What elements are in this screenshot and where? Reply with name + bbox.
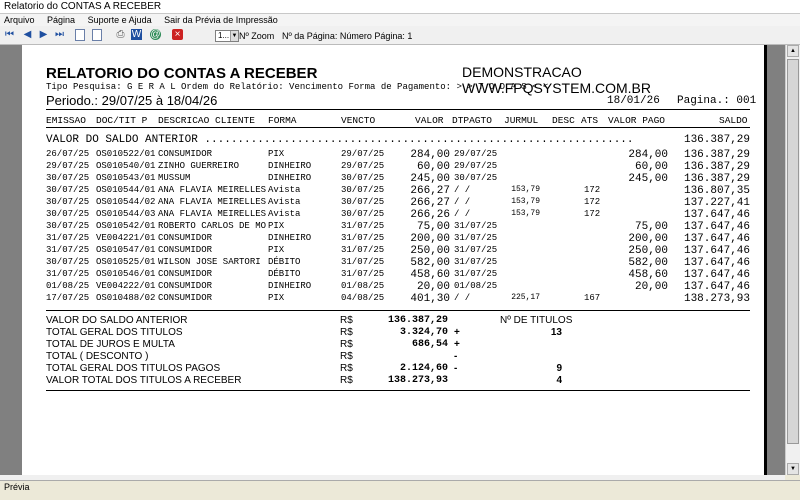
cell-forma: Avista bbox=[268, 185, 301, 195]
cell-cliente: CONSUMIDOR bbox=[158, 293, 213, 303]
total-cur: R$ bbox=[340, 375, 353, 386]
cell-saldo: 137.647,46 bbox=[683, 233, 750, 245]
total-value: 686,54 bbox=[411, 339, 448, 350]
cell-saldo: 137.647,46 bbox=[683, 281, 750, 293]
cell-cliente: ANA FLAVIA MEIRELLES bbox=[158, 197, 267, 207]
cell-doc: VE004221/01 bbox=[96, 233, 156, 243]
cell-vencto: 01/08/25 bbox=[341, 281, 385, 291]
cell-saldo: 136.387,29 bbox=[683, 161, 750, 173]
col-forma: FORMA bbox=[268, 115, 297, 126]
total-label: TOTAL GERAL DOS TITULOS bbox=[46, 327, 183, 338]
cell-pago: 60,00 bbox=[634, 161, 668, 173]
cell-forma: DINHEIRO bbox=[268, 173, 312, 183]
cell-vencto: 29/07/25 bbox=[341, 149, 385, 159]
single-page-icon[interactable] bbox=[75, 29, 85, 41]
status-text: Prévia bbox=[4, 482, 30, 492]
cell-jurmul: 153,79 bbox=[511, 197, 540, 206]
cell-vencto: 30/07/25 bbox=[341, 209, 385, 219]
cell-vencto: 31/07/25 bbox=[341, 221, 385, 231]
total-sign: - bbox=[454, 363, 458, 374]
cell-cliente: CONSUMIDOR bbox=[158, 233, 213, 243]
table-row bbox=[22, 257, 767, 269]
cell-cliente: CONSUMIDOR bbox=[158, 149, 213, 159]
cell-pago: 284,00 bbox=[628, 149, 668, 161]
report-title: RELATORIO DO CONTAS A RECEBER bbox=[46, 65, 318, 82]
cell-forma: PIX bbox=[268, 149, 285, 159]
total-value: 2.124,60 bbox=[399, 363, 448, 374]
cell-valor: 60,00 bbox=[416, 161, 450, 173]
cell-valor: 200,00 bbox=[410, 233, 450, 245]
cell-dtpagto: 29/07/25 bbox=[454, 149, 498, 159]
cell-vencto: 31/07/25 bbox=[341, 233, 385, 243]
cell-emissao: 30/07/25 bbox=[46, 209, 90, 219]
cell-dtpagto: 31/07/25 bbox=[454, 257, 498, 267]
print-icon[interactable]: ⎙ bbox=[116, 29, 125, 40]
table-row bbox=[22, 149, 767, 161]
previous-balance-value: 136.387,29 bbox=[683, 134, 750, 146]
cell-pago: 75,00 bbox=[634, 221, 668, 233]
cell-valor: 75,00 bbox=[416, 221, 450, 233]
col-saldo: SALDO bbox=[719, 115, 748, 126]
table-row bbox=[22, 197, 767, 209]
cell-jurmul: 153,79 bbox=[511, 209, 540, 218]
cell-valor: 245,00 bbox=[410, 173, 450, 185]
divider bbox=[46, 109, 750, 110]
word-export-icon[interactable]: W bbox=[131, 29, 142, 40]
cell-dtpagto: 31/07/25 bbox=[454, 221, 498, 231]
cell-emissao: 31/07/25 bbox=[46, 245, 90, 255]
cell-vencto: 30/07/25 bbox=[341, 185, 385, 195]
cell-jurmul: 225,17 bbox=[511, 293, 540, 302]
previous-balance-row bbox=[22, 134, 767, 146]
col-emissao: EMISSAO bbox=[46, 115, 86, 126]
total-extra-value: 4 bbox=[556, 375, 562, 386]
menu-arquivo[interactable]: Arquivo bbox=[4, 15, 35, 25]
divider bbox=[46, 127, 750, 128]
cell-cliente: CONSUMIDOR bbox=[158, 281, 213, 291]
cell-ats: 172 bbox=[584, 185, 601, 195]
status-bar bbox=[0, 480, 800, 500]
cell-dtpagto: 01/08/25 bbox=[454, 281, 498, 291]
col-valor: VALOR bbox=[415, 115, 444, 126]
cell-ats: 172 bbox=[584, 197, 601, 207]
total-cur: R$ bbox=[340, 339, 353, 350]
total-sign: + bbox=[454, 339, 460, 350]
cell-pago: 582,00 bbox=[628, 257, 668, 269]
cell-cliente: MUSSUM bbox=[158, 173, 191, 183]
previous-balance-label: VALOR DO SALDO ANTERIOR ................................................................. bbox=[46, 134, 634, 146]
cell-vencto: 31/07/25 bbox=[341, 245, 385, 255]
scroll-up-icon[interactable]: ▲ bbox=[787, 45, 799, 57]
total-value: 3.324,70 bbox=[399, 327, 448, 338]
cell-forma: Avista bbox=[268, 209, 301, 219]
cell-emissao: 01/08/25 bbox=[46, 281, 90, 291]
cell-valor: 458,60 bbox=[410, 269, 450, 281]
cell-saldo: 137.647,46 bbox=[683, 209, 750, 221]
cell-doc: OS010544/01 bbox=[96, 185, 156, 195]
total-extra-value: 13 bbox=[550, 327, 562, 338]
cell-dtpagto: 31/07/25 bbox=[454, 245, 498, 255]
cell-valor: 250,00 bbox=[410, 245, 450, 257]
cell-cliente: ANA FLAVIA MEIRELLES bbox=[158, 209, 267, 219]
cell-saldo: 137.647,46 bbox=[683, 221, 750, 233]
cell-emissao: 30/07/25 bbox=[46, 257, 90, 267]
total-row bbox=[22, 351, 767, 363]
cell-ats: 167 bbox=[584, 293, 601, 303]
total-row bbox=[22, 315, 767, 327]
report-date: 18/01/26 bbox=[607, 95, 660, 107]
total-row bbox=[22, 339, 767, 351]
cell-doc: OS010546/01 bbox=[96, 269, 156, 279]
total-row bbox=[22, 363, 767, 375]
table-row bbox=[22, 221, 767, 233]
cell-emissao: 30/07/25 bbox=[46, 185, 90, 195]
total-label: TOTAL ( DESCONTO ) bbox=[46, 351, 149, 362]
total-sign: - bbox=[454, 351, 458, 362]
total-value: 138.273,93 bbox=[387, 375, 448, 386]
cell-dtpagto: 30/07/25 bbox=[454, 173, 498, 183]
col-valor-pago: VALOR PAGO bbox=[608, 115, 666, 126]
total-cur: R$ bbox=[340, 351, 353, 362]
cell-cliente: CONSUMIDOR bbox=[158, 269, 213, 279]
cell-cliente: WILSON JOSE SARTORI bbox=[158, 257, 261, 267]
cell-jurmul: 153,79 bbox=[511, 185, 540, 194]
cell-forma: PIX bbox=[268, 245, 285, 255]
cell-dtpagto: 29/07/25 bbox=[454, 161, 498, 171]
cell-ats: 172 bbox=[584, 209, 601, 219]
last-page-icon[interactable]: ⏭ bbox=[55, 29, 64, 40]
menu-sair[interactable]: Sair da Prévia de Impressão bbox=[164, 15, 278, 25]
cell-valor: 266,27 bbox=[410, 185, 450, 197]
cell-forma: DÉBITO bbox=[268, 257, 301, 267]
preview-viewport[interactable] bbox=[0, 45, 785, 475]
cell-vencto: 30/07/25 bbox=[341, 173, 385, 183]
cell-doc: OS010543/01 bbox=[96, 173, 156, 183]
zoom-label: Nº Zoom bbox=[239, 31, 275, 41]
cell-cliente: ROBERTO CARLOS DE MO bbox=[158, 221, 267, 231]
col-cliente: DESCRICAO CLIENTE bbox=[158, 115, 255, 126]
table-row bbox=[22, 269, 767, 281]
cell-valor: 20,00 bbox=[416, 281, 450, 293]
cell-emissao: 31/07/25 bbox=[46, 269, 90, 279]
vertical-scrollbar[interactable] bbox=[785, 45, 800, 475]
cell-saldo: 137.647,46 bbox=[683, 257, 750, 269]
cell-dtpagto: / / bbox=[454, 209, 471, 219]
cell-vencto: 04/08/25 bbox=[341, 293, 385, 303]
scroll-thumb[interactable] bbox=[787, 59, 799, 444]
menu-bar bbox=[0, 14, 800, 26]
col-doc: DOC/TIT P bbox=[96, 115, 148, 126]
divider bbox=[46, 390, 750, 391]
cell-forma: Avista bbox=[268, 197, 301, 207]
table-row bbox=[22, 185, 767, 197]
cell-saldo: 136.387,29 bbox=[683, 149, 750, 161]
page-number-label: Nº da Página: Número Página: 1 bbox=[282, 31, 413, 41]
total-sign: + bbox=[454, 327, 460, 338]
total-row bbox=[22, 375, 767, 387]
col-desc: DESC bbox=[552, 115, 575, 126]
table-row bbox=[22, 293, 767, 305]
cell-forma: PIX bbox=[268, 293, 285, 303]
cell-doc: OS010488/02 bbox=[96, 293, 156, 303]
cell-valor: 266,27 bbox=[410, 197, 450, 209]
total-cur: R$ bbox=[340, 363, 353, 374]
cell-emissao: 31/07/25 bbox=[46, 233, 90, 243]
cell-cliente: ANA FLAVIA MEIRELLES bbox=[158, 185, 267, 195]
cell-forma: DINHEIRO bbox=[268, 161, 312, 171]
cell-vencto: 29/07/25 bbox=[341, 161, 385, 171]
report-subtitle: Tipo Pesquisa: G E R A L Ordem do Relatório: Vencimento Forma de Pagamento: > > T O D A S < < bbox=[46, 82, 549, 92]
page-width-icon[interactable] bbox=[92, 29, 102, 41]
chevron-down-icon[interactable]: ▼ bbox=[231, 33, 238, 39]
cell-doc: OS010522/01 bbox=[96, 149, 156, 159]
cell-emissao: 17/07/25 bbox=[46, 293, 90, 303]
cell-emissao: 30/07/25 bbox=[46, 197, 90, 207]
cell-forma: DINHEIRO bbox=[268, 281, 312, 291]
cell-emissao: 26/07/25 bbox=[46, 149, 90, 159]
total-label: TOTAL DE JUROS E MULTA bbox=[46, 339, 175, 350]
total-label: VALOR TOTAL DOS TITULOS A RECEBER bbox=[46, 375, 242, 386]
cell-dtpagto: / / bbox=[454, 293, 471, 303]
cell-doc: OS010525/01 bbox=[96, 257, 156, 267]
table-row bbox=[22, 281, 767, 293]
cell-dtpagto: 31/07/25 bbox=[454, 269, 498, 279]
total-cur: R$ bbox=[340, 327, 353, 338]
cell-valor: 582,00 bbox=[410, 257, 450, 269]
cell-pago: 20,00 bbox=[634, 281, 668, 293]
cell-cliente: CONSUMIDOR bbox=[158, 245, 213, 255]
total-value: 136.387,29 bbox=[387, 315, 448, 326]
cell-saldo: 136.387,29 bbox=[683, 173, 750, 185]
cell-valor: 284,00 bbox=[410, 149, 450, 161]
total-row bbox=[22, 327, 767, 339]
cell-saldo: 138.273,93 bbox=[683, 293, 750, 305]
table-row bbox=[22, 173, 767, 185]
cell-forma: PIX bbox=[268, 221, 285, 231]
cell-forma: DÉBITO bbox=[268, 269, 301, 279]
cell-saldo: 137.647,46 bbox=[683, 245, 750, 257]
next-page-icon[interactable]: ▶ bbox=[39, 29, 48, 40]
zoom-value: 1... bbox=[218, 31, 230, 40]
cell-vencto: 31/07/25 bbox=[341, 269, 385, 279]
cell-saldo: 137.227,41 bbox=[683, 197, 750, 209]
cell-dtpagto: 31/07/25 bbox=[454, 233, 498, 243]
cell-doc: OS010544/02 bbox=[96, 197, 156, 207]
cell-pago: 458,60 bbox=[628, 269, 668, 281]
toolbar bbox=[0, 26, 800, 45]
report-period: Periodo.: 29/07/25 à 18/04/26 bbox=[46, 93, 218, 108]
cell-valor: 401,30 bbox=[410, 293, 450, 305]
prev-page-icon[interactable]: ◀ bbox=[23, 29, 32, 40]
table-row bbox=[22, 245, 767, 257]
window-title: Relatorio do CONTAS A RECEBER bbox=[0, 0, 800, 14]
cell-pago: 245,00 bbox=[628, 173, 668, 185]
table-row bbox=[22, 233, 767, 245]
scroll-down-icon[interactable]: ▼ bbox=[787, 463, 799, 475]
col-jurmul: JURMUL bbox=[504, 115, 539, 126]
divider bbox=[46, 310, 750, 311]
cell-emissao: 30/07/25 bbox=[46, 221, 90, 231]
menu-pagina[interactable]: Página bbox=[47, 15, 76, 25]
total-label: TOTAL GERAL DOS TITULOS PAGOS bbox=[46, 363, 221, 374]
close-preview-icon[interactable]: × bbox=[172, 29, 183, 40]
cell-doc: OS010547/01 bbox=[96, 245, 156, 255]
first-page-icon[interactable]: ⏮ bbox=[5, 29, 14, 40]
cell-vencto: 31/07/25 bbox=[341, 257, 385, 267]
report-page-number: Pagina.: 001 bbox=[677, 95, 757, 107]
cell-forma: DINHEIRO bbox=[268, 233, 312, 243]
table-row bbox=[22, 161, 767, 173]
cell-vencto: 30/07/25 bbox=[341, 197, 385, 207]
cell-doc: VE004222/01 bbox=[96, 281, 156, 291]
cell-doc: OS010542/01 bbox=[96, 221, 156, 231]
table-row bbox=[22, 209, 767, 221]
cell-saldo: 136.807,35 bbox=[683, 185, 750, 197]
total-extra-label: Nº DE TITULOS bbox=[500, 315, 573, 326]
total-label: VALOR DO SALDO ANTERIOR bbox=[46, 315, 188, 326]
total-extra-value: 9 bbox=[556, 363, 562, 374]
cell-doc: OS010544/03 bbox=[96, 209, 156, 219]
cell-emissao: 30/07/25 bbox=[46, 173, 90, 183]
cell-pago: 250,00 bbox=[628, 245, 668, 257]
cell-dtpagto: / / bbox=[454, 197, 471, 207]
col-ats: ATS bbox=[581, 115, 599, 126]
cell-dtpagto: / / bbox=[454, 185, 471, 195]
col-dtpagto: DTPAGTO bbox=[452, 115, 492, 126]
cell-valor: 266,26 bbox=[410, 209, 450, 221]
email-icon[interactable]: @ bbox=[150, 29, 161, 40]
company-name: DEMONSTRACAO WWW.FPQSYSTEM.COM.BR bbox=[462, 64, 651, 96]
cell-cliente: ZINHO GUERREIRO bbox=[158, 161, 240, 171]
cell-pago: 200,00 bbox=[628, 233, 668, 245]
cell-emissao: 29/07/25 bbox=[46, 161, 90, 171]
col-vencto: VENCTO bbox=[341, 115, 376, 126]
cell-saldo: 137.647,46 bbox=[683, 269, 750, 281]
zoom-select[interactable] bbox=[215, 30, 239, 42]
total-cur: R$ bbox=[340, 315, 353, 326]
menu-suporte[interactable]: Suporte e Ajuda bbox=[87, 15, 152, 25]
report-page bbox=[22, 45, 767, 475]
cell-doc: OS010540/01 bbox=[96, 161, 156, 171]
